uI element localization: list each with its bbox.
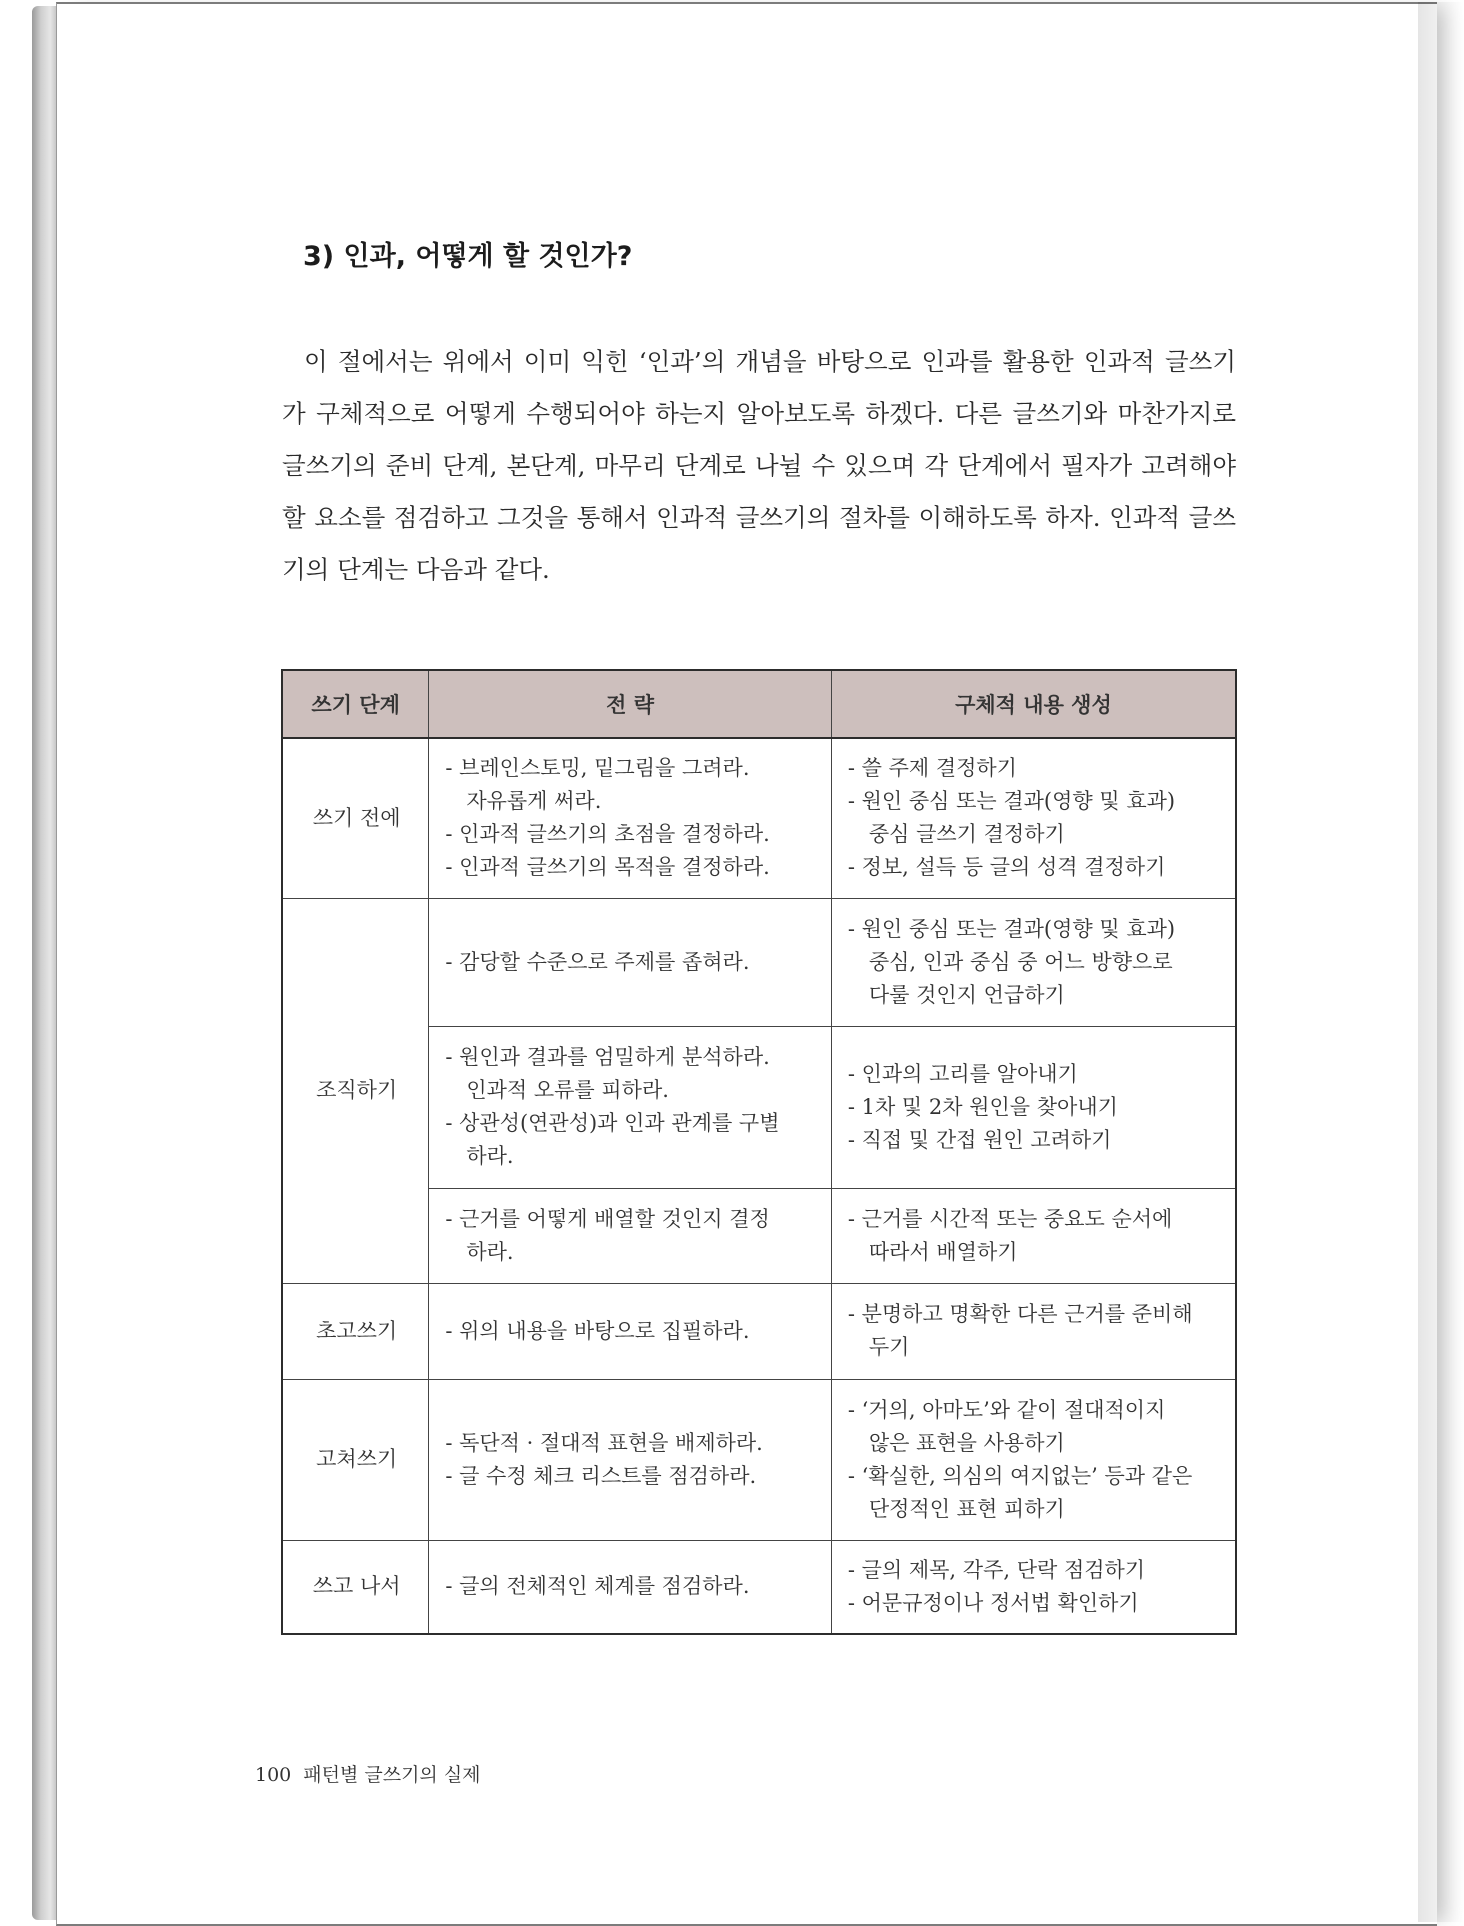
content-cell <box>831 1026 1236 1188</box>
stage-cell: 초고쓰기 <box>282 1283 429 1379</box>
table-row <box>282 1379 1236 1540</box>
paragraph-line: 글쓰기의 준비 단계, 본단계, 마무리 단계로 나뉠 수 있으며 각 단계에서 필자가 고려해야 <box>282 451 1236 480</box>
table-header-row <box>282 670 1236 738</box>
intro-paragraph <box>282 336 1236 596</box>
book-title: 패턴별 글쓰기의 실제 <box>303 1764 481 1786</box>
list-item: - 직접 및 간접 원인 고려하기 <box>847 1127 1112 1152</box>
content-cell <box>831 1188 1236 1283</box>
list-item: - 원인 중심 또는 결과(영향 및 효과) 중심, 인과 중심 중 어느 방향으로 다룰 것인지 언급하기 <box>847 916 1176 1007</box>
strategy-cell <box>429 1540 832 1634</box>
table-row <box>282 1283 1236 1379</box>
list-item: - 원인과 결과를 엄밀하게 분석하라. 인과적 오류를 피하라. <box>445 1045 770 1102</box>
header-strategy: 전 략 <box>429 670 832 738</box>
stage-cell: 쓰고 나서 <box>282 1540 429 1634</box>
list-item: - 브레인스토밍, 밑그림을 그려라. 자유롭게 써라. <box>445 756 750 814</box>
list-item: - 정보, 설득 등 글의 성격 결정하기 <box>847 855 1166 880</box>
content-cell <box>831 898 1236 1026</box>
list-item: - 어문규정이나 정서법 확인하기 <box>847 1590 1139 1615</box>
content-cell <box>831 1283 1236 1379</box>
strategy-cell <box>429 1283 832 1379</box>
page-shadow <box>1418 2 1464 1922</box>
header-content: 구체적 내용 생성 <box>831 670 1236 738</box>
list-item: - 인과적 글쓰기의 목적을 결정하라. <box>445 855 770 880</box>
table-row <box>282 738 1236 898</box>
list-item: - 쓸 주제 결정하기 <box>847 756 1017 781</box>
list-item: - 1차 및 2차 원인을 찾아내기 <box>847 1094 1118 1119</box>
section-heading: 3) 인과, 어떻게 할 것인가? <box>303 241 633 272</box>
header-stage: 쓰기 단계 <box>282 670 429 738</box>
list-item: - 분명하고 명확한 다른 근거를 준비해 두기 <box>847 1302 1193 1359</box>
list-item: - 인과적 글쓰기의 초점을 결정하라. <box>445 822 770 847</box>
list-item: - 독단적 · 절대적 표현을 배제하라. <box>445 1430 763 1455</box>
list-item: - 인과의 고리를 알아내기 <box>847 1061 1078 1086</box>
stage-cell: 쓰기 전에 <box>282 738 429 898</box>
paragraph-line: 이 절에서는 위에서 이미 익힌 ‘인과’의 개념을 바탕으로 인과를 활용한 인과적 글쓰기 <box>304 347 1236 376</box>
list-item: - ‘확실한, 의심의 여지없는’ 등과 같은 단정적인 표현 피하기 <box>847 1463 1193 1521</box>
list-item: - 근거를 어떻게 배열할 것인지 결정 하라. <box>445 1206 770 1264</box>
list-item: - 위의 내용을 바탕으로 집필하라. <box>445 1318 750 1343</box>
content-cell <box>831 738 1236 898</box>
strategy-cell <box>429 1026 832 1188</box>
table-row <box>282 1540 1236 1634</box>
list-item: - 상관성(연관성)과 인과 관계를 구별 하라. <box>445 1111 780 1168</box>
book-spine-edge <box>32 6 58 1920</box>
list-item: - 글 수정 체크 리스트를 점검하라. <box>445 1463 757 1488</box>
writing-steps-table <box>281 669 1237 1635</box>
paragraph-line: 할 요소를 점검하고 그것을 통해서 인과적 글쓰기의 절차를 이해하도록 하자. 인과적 글쓰 <box>282 503 1236 532</box>
paragraph-line: 기의 단계는 다음과 같다. <box>282 555 550 584</box>
strategy-cell <box>429 898 832 1026</box>
list-item: - 글의 제목, 각주, 단락 점검하기 <box>847 1557 1146 1582</box>
list-item: - 감당할 수준으로 주제를 좁혀라. <box>445 949 750 974</box>
paragraph-line: 가 구체적으로 어떻게 수행되어야 하는지 알아보도록 하겠다. 다른 글쓰기와 마찬가지로 <box>282 399 1236 428</box>
strategy-cell <box>429 738 832 898</box>
page-footer <box>255 1760 481 1787</box>
strategy-cell <box>429 1188 832 1283</box>
page-number: 100 <box>255 1764 292 1786</box>
stage-cell: 조직하기 <box>282 898 429 1283</box>
list-item: - 글의 전체적인 체계를 점검하라. <box>445 1574 750 1599</box>
strategy-cell <box>429 1379 832 1540</box>
stage-cell: 고쳐쓰기 <box>282 1379 429 1540</box>
table-row <box>282 898 1236 1026</box>
list-item: - ‘거의, 아마도’와 같이 절대적이지 않은 표현을 사용하기 <box>847 1397 1166 1455</box>
list-item: - 근거를 시간적 또는 중요도 순서에 따라서 배열하기 <box>847 1206 1173 1264</box>
list-item: - 원인 중심 또는 결과(영향 및 효과) 중심 글쓰기 결정하기 <box>847 789 1176 847</box>
content-cell <box>831 1379 1236 1540</box>
content-cell <box>831 1540 1236 1634</box>
